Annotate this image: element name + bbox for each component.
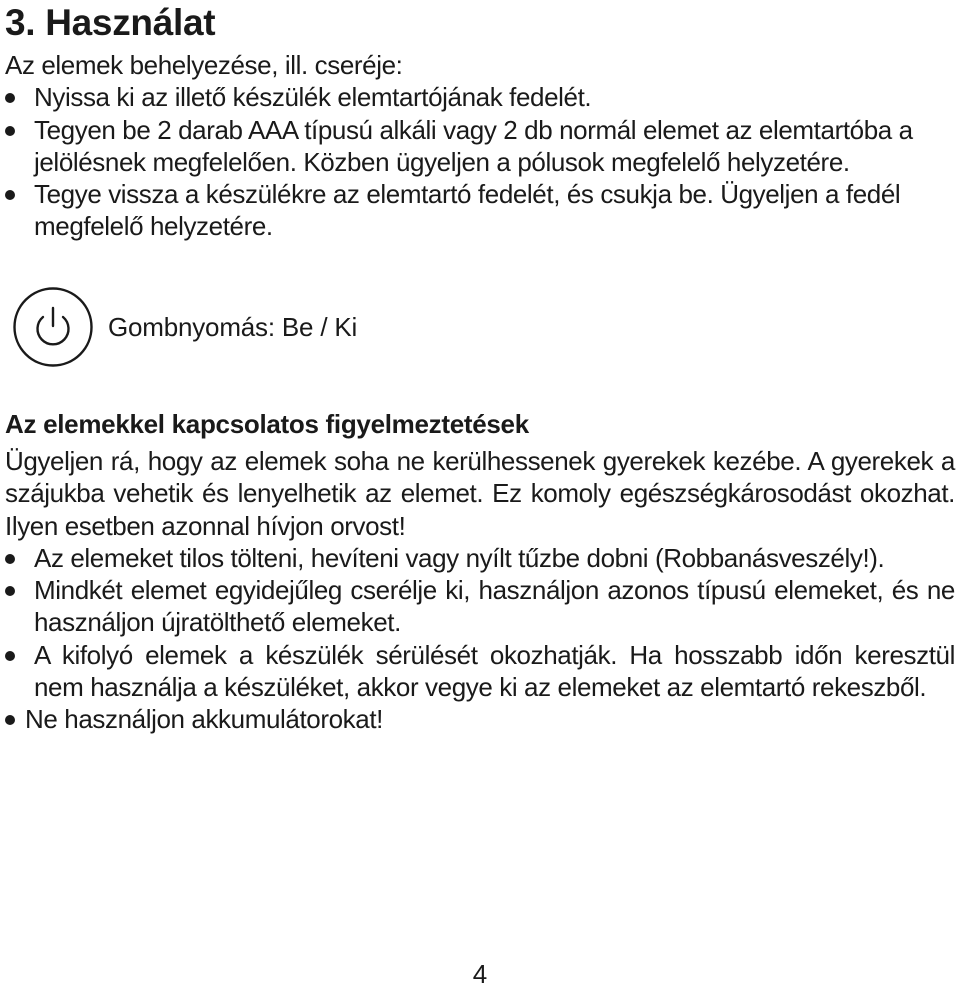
list-item: Nyissa ki az illető készülék elemtartójának fedelét. (5, 81, 955, 113)
page-number: 4 (472, 959, 488, 989)
power-icon (12, 286, 94, 368)
section-title: 3. Használat (5, 2, 216, 43)
list-item: Az elemeket tilos tölteni, hevíteni vagy nyílt tűzbe dobni (Robbanásveszély!). (5, 542, 955, 574)
warnings-paragraph: Ügyeljen rá, hogy az elemek soha ne kerülhessenek gyerekek kezébe. A gyerekek a szájukba vehetik és lenyelhetik az elemet. Ez komoly egészségkárosodást okozhat. Ilyen esetben azonnal hívjon orvost! (5, 446, 955, 541)
list-item: Ne használjon akkumulátorokat! (5, 703, 955, 735)
battery-instructions-intro: Az elemek behelyezése, ill. cseréje: (5, 50, 403, 80)
battery-steps-list (5, 81, 955, 242)
list-item: Tegye vissza a készülékre az elemtartó fedelét, és csukja be. Ügyeljen a fedél megfelelő helyzetére. (5, 178, 955, 243)
battery-warnings (5, 407, 955, 736)
list-item: A kifolyó elemek a készülék sérülését okozhatják. Ha hosszabb időn keresztül nem használja a készüléket, akkor vegye ki az elemeket az elemtartó rekeszből. (5, 639, 955, 704)
warnings-list (5, 542, 955, 736)
power-button-info (12, 286, 357, 368)
list-item: Tegyen be 2 darab AAA típusú alkáli vagy 2 db normál elemet az elemtartóba a jelölésnek megfelelően. Közben ügyeljen a pólusok megfelelő helyzetére. (5, 114, 955, 179)
list-item: Mindkét elemet egyidejűleg cserélje ki, használjon azonos típusú elemeket, és ne használjon újratölthető elemeket. (5, 574, 955, 639)
page-content (5, 0, 955, 243)
power-button-label: Gombnyomás: Be / Ki (108, 311, 358, 342)
warnings-heading: Az elemekkel kapcsolatos figyelmeztetések (5, 409, 529, 439)
